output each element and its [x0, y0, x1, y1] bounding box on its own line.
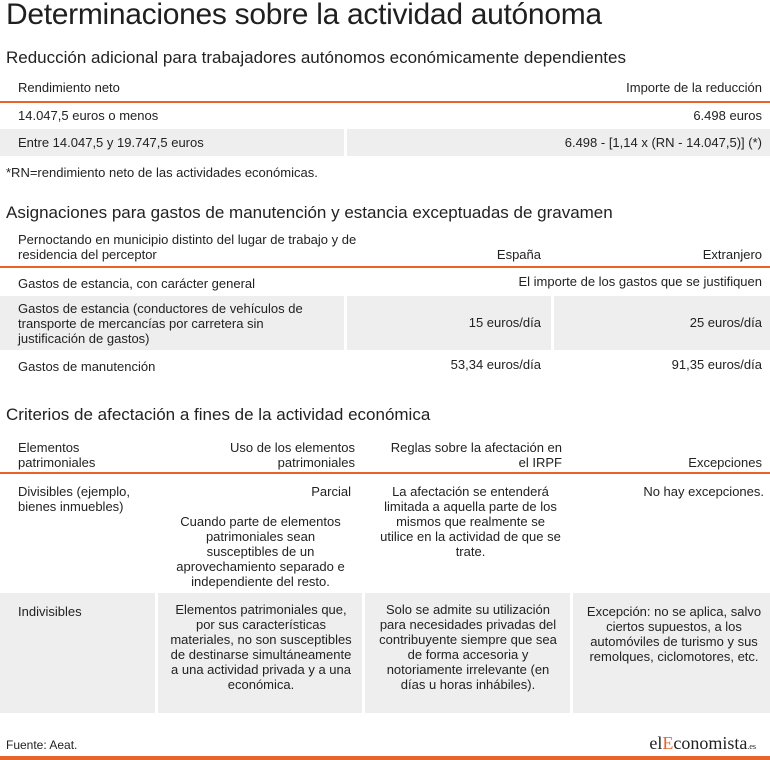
- header-pernoctando: Pernoctando en municipio distinto del lugar de trabajo y de residencia del perceptor: [18, 232, 357, 262]
- section2-header: [0, 230, 770, 268]
- section1-row: [0, 129, 770, 156]
- rendimiento-cell: Entre 14.047,5 y 19.747,5 euros: [18, 135, 204, 150]
- brand-suffix: .es: [747, 742, 756, 751]
- header-elementos: Elementos patrimoniales: [18, 440, 96, 470]
- column-separator: [344, 296, 347, 350]
- section2-row: [0, 268, 770, 296]
- section2-row: [0, 296, 770, 350]
- header-rendimiento-neto: Rendimiento neto: [18, 80, 120, 95]
- header-reglas: Reglas sobre la afectación en el IRPF: [390, 440, 562, 470]
- column-separator: [362, 593, 365, 713]
- importe-cell: 6.498 euros: [693, 108, 762, 123]
- uso-cell: Cuando parte de elementos patrimoniales sean susceptibles de un aprovechamiento separado e independiente del resto.: [176, 514, 345, 589]
- gasto-espana-value: 53,34 euros/día: [450, 357, 541, 372]
- section2-row: [0, 350, 770, 380]
- excepciones-cell: Excepción: no se aplica, salvo ciertos supuestos, a los automóviles de turismo y sus remolques, ciclomotores, etc.: [586, 604, 762, 664]
- rendimiento-cell: 14.047,5 euros o menos: [18, 108, 159, 123]
- gasto-label: Gastos de estancia, con carácter general: [18, 276, 256, 291]
- reglas-cell: Solo se admite su utilización para necesidades privadas del contribuyente siempre que sea de forma accesoria y notoriamente irrelevante (en días u horas inhábiles).: [379, 602, 557, 692]
- section1-row: [0, 103, 770, 129]
- header-excepciones: Excepciones: [688, 455, 762, 470]
- excepciones-cell: No hay excepciones.: [643, 484, 764, 499]
- header-extranjero: Extranjero: [702, 247, 762, 262]
- gasto-extranjero-value: 91,35 euros/día: [671, 357, 762, 372]
- header-uso: Uso de los elementos patrimoniales: [229, 440, 355, 470]
- section3-row: [0, 593, 770, 713]
- section3-header: [0, 438, 770, 474]
- section3-title: Criterios de afectación a fines de la actividad económica: [6, 405, 431, 424]
- column-separator: [155, 593, 158, 713]
- brand-e: E: [662, 733, 674, 753]
- column-separator: [551, 296, 554, 350]
- uso-title-cell: Parcial: [311, 484, 351, 499]
- elemento-cell: Divisibles (ejemplo, bienes inmuebles): [18, 484, 130, 514]
- brand-el: el: [649, 733, 663, 753]
- gasto-merged-value: El importe de los gastos que se justifiquen: [518, 274, 762, 289]
- brand-rest: conomista: [673, 733, 748, 753]
- column-separator: [344, 129, 347, 156]
- section1-title: Reducción adicional para trabajadores autónomos económicamente dependientes: [6, 48, 626, 67]
- section1-header: [0, 74, 770, 103]
- header-importe-reduccion: Importe de la reducción: [626, 80, 762, 95]
- gasto-espana-value: 15 euros/día: [468, 315, 541, 330]
- gasto-extranjero-value: 25 euros/día: [689, 315, 762, 330]
- reglas-cell: La afectación se entenderá limitada a aquella parte de los mismos que realmente se utilice en la actividad de que se trate.: [380, 484, 561, 559]
- footer-accent-line: [0, 756, 770, 760]
- importe-cell: 6.498 - [1,14 x (RN - 14.047,5)] (*): [564, 135, 762, 150]
- brand-logo: [649, 733, 756, 754]
- source-note: Fuente: Aeat.: [6, 738, 78, 752]
- section3-row: [0, 474, 770, 592]
- page-title: Determinaciones sobre la actividad autónoma: [6, 0, 602, 31]
- header-espana: España: [496, 247, 541, 262]
- uso-cell: Elementos patrimoniales que, por sus características materiales, no son susceptibles de destinarse simultáneamente a una actividad privada y a una económica.: [170, 602, 352, 692]
- gasto-label: Gastos de estancia (conductores de vehículos de transporte de mercancías por carretera sin justificación de gastos): [18, 301, 303, 346]
- column-separator: [570, 593, 573, 713]
- gasto-label: Gastos de manutención: [18, 359, 156, 374]
- section1-note: *RN=rendimiento neto de las actividades económicas.: [6, 165, 318, 180]
- elemento-cell: Indivisibles: [18, 604, 82, 619]
- section2-title: Asignaciones para gastos de manutención y estancia exceptuadas de gravamen: [6, 203, 613, 222]
